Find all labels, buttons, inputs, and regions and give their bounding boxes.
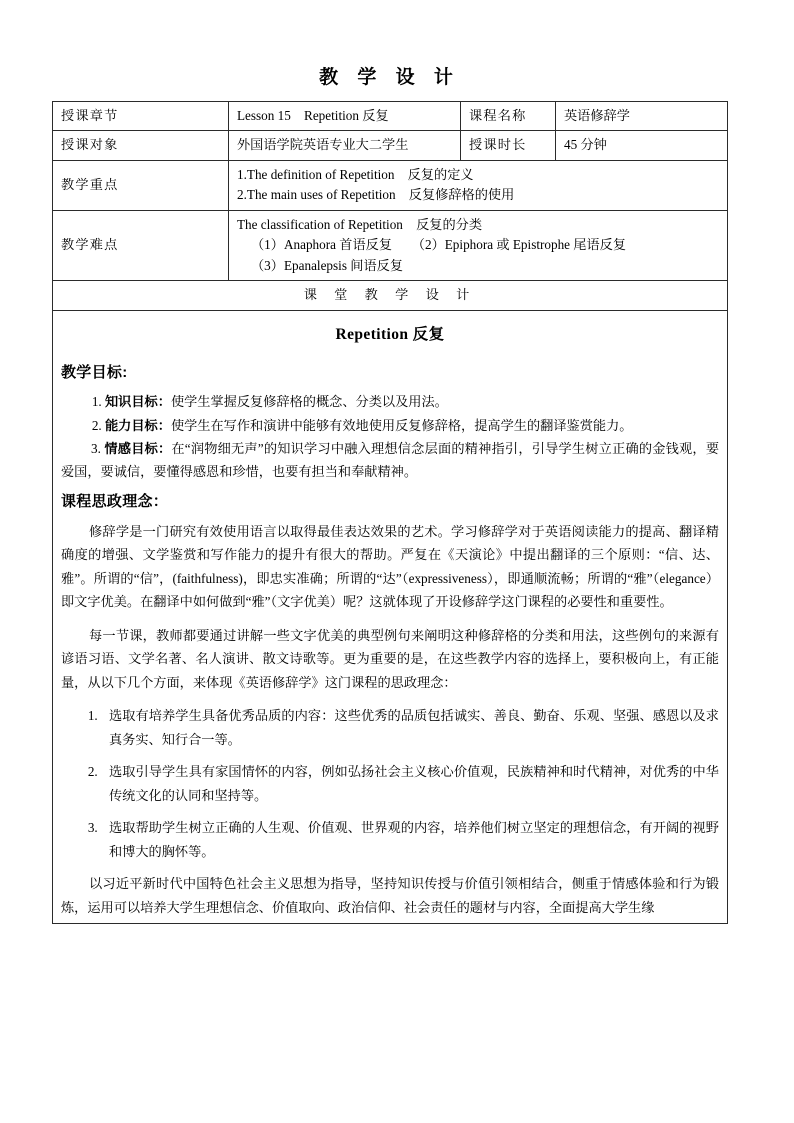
row-value-chapter: Lesson 15 Repetition 反复 xyxy=(229,102,461,131)
table-row xyxy=(53,102,728,131)
row-value-course-name: 英语修辞学 xyxy=(556,102,728,131)
table-row xyxy=(53,131,728,160)
list-item: 2. 选取引导学生具有家国情怀的内容，例如弘扬社会主义核心价值观，民族精神和时代精神，对优秀的中华传统文化的认同和坚持等。 xyxy=(101,760,719,807)
lesson-body xyxy=(53,310,728,924)
list-item xyxy=(105,391,719,414)
row-value-duration: 45 分钟 xyxy=(556,131,728,160)
lesson-section-title: Repetition 反复 xyxy=(335,325,445,343)
ideology-heading: 课程思政理念： xyxy=(61,492,169,510)
list-item xyxy=(61,438,719,483)
objectives-list xyxy=(61,391,719,484)
row-label-course-name: 课程名称 xyxy=(461,102,556,131)
key-point-line: 1.The definition of Repetition 反复的定义 xyxy=(237,166,474,182)
difficulty-line: （3）Epanalepsis 间语反复 xyxy=(251,257,404,273)
row-label-key-points: 教学重点 xyxy=(53,160,229,210)
objective-text: 使学生在写作和演讲中能够有效地使用反复修辞格，提高学生的翻译鉴赏能力。 xyxy=(170,417,633,433)
lesson-plan-table xyxy=(52,101,728,924)
objective-label: 能力目标： xyxy=(105,417,171,433)
row-label-duration: 授课时长 xyxy=(461,131,556,160)
difficulty-line: The classification of Repetition 反复的分类 xyxy=(237,216,483,232)
classroom-design-banner: 课 堂 教 学 设 计 xyxy=(53,281,728,310)
table-row xyxy=(53,210,728,280)
ideology-paragraph: 修辞学是一门研究有效使用语言以取得最佳表达效果的艺术。学习修辞学对于英语阅读能力的提高、翻译精确度的增强、文学鉴赏和写作能力的提升有很大的帮助。严复在《天演论》中提出翻译的三个原则：“信、达、雅”。所谓的“信”，(faithfulness)，即忠实准确；所谓的“达”（expressiveness），即通顺流畅；所谓的“雅”（elegance）即文字优美。在翻译中如何做到“雅”（文字优美）呢？这就体现了开设修辞学这门课程的必要性和重要性。 xyxy=(61,523,719,610)
objective-label: 情感目标： xyxy=(104,441,172,457)
ideology-closing-paragraph: 以习近平新时代中国特色社会主义思想为指导，坚持知识传授与价值引领相结合，侧重于情感体验和行为锻炼，运用可以培养大学生理想信念、价值取向、政治信仰、社会责任的题材与内容，全面提高大学生缘 xyxy=(61,876,719,915)
row-label-audience: 授课对象 xyxy=(53,131,229,160)
table-row xyxy=(53,310,728,924)
row-label-difficulties: 教学难点 xyxy=(53,210,229,280)
objective-number: 3. xyxy=(91,441,105,457)
objectives-heading: 教学目标: xyxy=(61,363,128,381)
table-row xyxy=(53,281,728,310)
row-value-audience: 外国语学院英语专业大二学生 xyxy=(229,131,461,160)
objective-text: 使学生掌握反复修辞格的概念、分类以及用法。 xyxy=(170,393,448,409)
ideology-points-list xyxy=(61,704,719,863)
table-row xyxy=(53,160,728,210)
list-item: 1. 选取有培养学生具备优秀品质的内容：这些优秀的品质包括诚实、善良、勤奋、乐观、坚强、感恩以及求真务实、知行合一等。 xyxy=(101,704,719,751)
difficulty-line: （1）Anaphora 首语反复 （2）Epiphora 或 Epistrophe 尾语反复 xyxy=(251,237,627,253)
row-value-difficulties xyxy=(229,210,728,280)
list-item: 3. 选取帮助学生树立正确的人生观、价值观、世界观的内容，培养他们树立坚定的理想信念，有开阔的视野和博大的胸怀等。 xyxy=(101,816,719,863)
objective-label: 知识目标： xyxy=(105,393,171,409)
row-value-key-points xyxy=(229,160,728,210)
key-point-line: 2.The main uses of Repetition 反复修辞格的使用 xyxy=(237,187,515,203)
page-title: 教 学 设 计 xyxy=(319,67,460,88)
ideology-paragraph: 每一节课，教师都要通过讲解一些文字优美的典型例句来阐明这种修辞格的分类和用法，这些例句的来源有谚语习语、文学名著、名人演讲、散文诗歌等。更为重要的是，在这些教学内容的选择上，要积极向上，有正能量，从以下几个方面，来体现《英语修辞学》这门课程的思政理念： xyxy=(61,627,719,690)
objective-text: 在“润物细无声”的知识学习中融入理想信念层面的精神指引，引导学生树立正确的金钱观，要爱国，要诚信，要懂得感恩和珍惜，也要有担当和奉献精神。 xyxy=(61,441,720,479)
list-item xyxy=(105,415,719,438)
row-label-chapter: 授课章节 xyxy=(53,102,229,131)
